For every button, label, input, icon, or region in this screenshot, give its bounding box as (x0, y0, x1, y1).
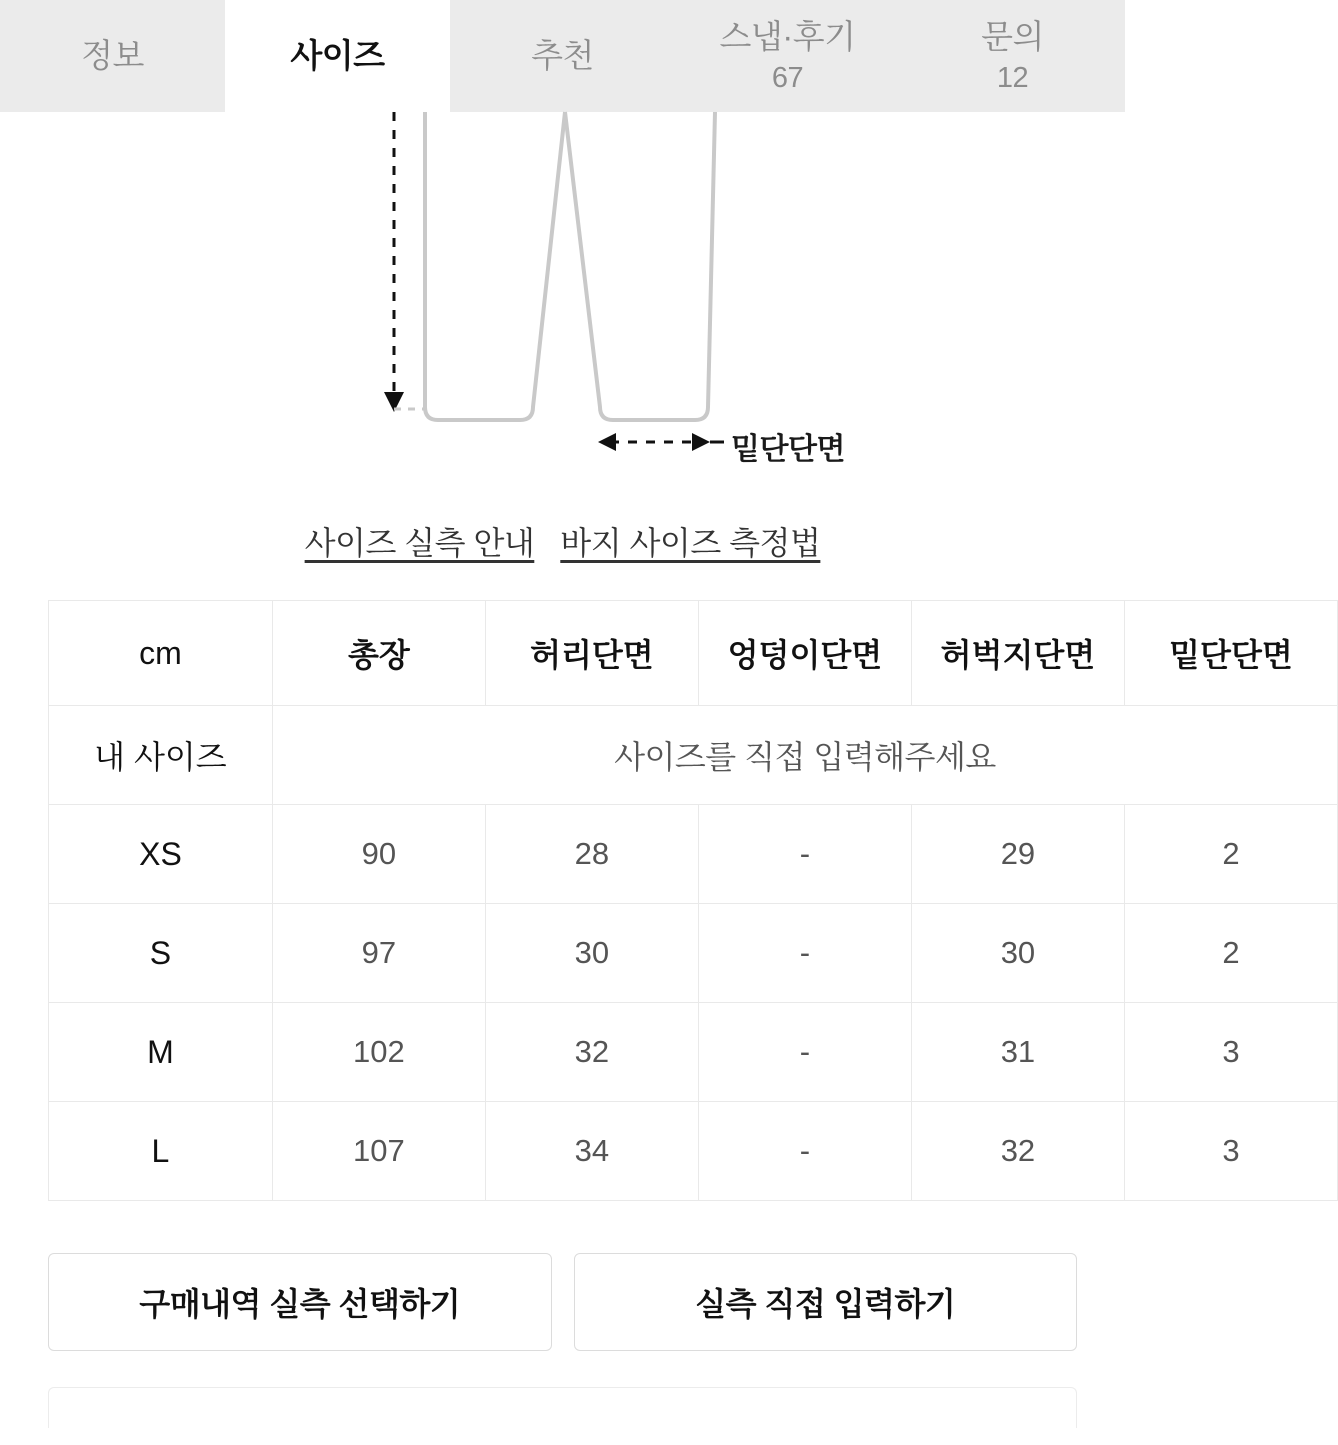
tab-info[interactable] (0, 0, 225, 112)
tab-snap-review[interactable] (675, 0, 900, 112)
header-unit: cm (49, 601, 273, 706)
cell-l-thigh-width: 32 (911, 1102, 1124, 1201)
product-tabbar (0, 0, 1125, 112)
cell-xs-waist-width: 28 (485, 805, 698, 904)
row-label-l: L (49, 1102, 273, 1201)
header-total-length: 총장 (272, 601, 485, 706)
guide-link-pants-measure-method[interactable]: 바지 사이즈 측정법 (560, 525, 821, 561)
row-label-s: S (49, 904, 273, 1003)
cell-l-total-length: 107 (272, 1102, 485, 1201)
size-guide-links (0, 482, 1125, 600)
cell-m-total-length: 102 (272, 1003, 485, 1102)
tab-recommend[interactable] (450, 0, 675, 112)
row-label-my-size: 내 사이즈 (49, 706, 273, 805)
table-row-my-size[interactable] (49, 706, 1338, 805)
row-label-m: M (49, 1003, 273, 1102)
table-header-row (49, 601, 1338, 706)
cell-m-hem-width: 3 (1124, 1003, 1337, 1102)
cell-m-waist-width: 32 (485, 1003, 698, 1102)
size-table-body (49, 706, 1338, 1201)
table-row (49, 1102, 1338, 1201)
tab-snap-review-count: 67 (771, 61, 804, 94)
table-row (49, 805, 1338, 904)
tab-inquiry[interactable] (900, 0, 1125, 112)
my-size-input-prompt[interactable]: 사이즈를 직접 입력해주세요 (272, 706, 1337, 805)
tab-inquiry-label: 문의 (981, 18, 1044, 56)
select-purchase-measurement-button[interactable]: 구매내역 실측 선택하기 (48, 1253, 552, 1351)
cell-l-hem-width: 3 (1124, 1102, 1337, 1201)
cell-xs-hip-width: - (698, 805, 911, 904)
cell-s-hem-width: 2 (1124, 904, 1337, 1003)
tab-info-label: 정보 (81, 37, 144, 75)
table-row (49, 1003, 1338, 1102)
tab-recommend-label: 추천 (531, 37, 594, 75)
header-thigh-width: 허벅지단면 (911, 601, 1124, 706)
pants-measurement-illustration (0, 112, 1125, 482)
header-waist-width: 허리단면 (485, 601, 698, 706)
cell-xs-thigh-width: 29 (911, 805, 1124, 904)
row-label-xs: XS (49, 805, 273, 904)
header-hem-width: 밑단단면 (1124, 601, 1337, 706)
cell-s-hip-width: - (698, 904, 911, 1003)
hem-width-label: 밑단단면 (731, 433, 845, 466)
size-table-wrapper[interactable] (48, 600, 1293, 1201)
size-table (48, 600, 1338, 1201)
size-action-buttons (0, 1201, 1125, 1351)
cell-l-hip-width: - (698, 1102, 911, 1201)
table-row (49, 904, 1338, 1003)
tab-snap-review-label: 스냅·후기 (719, 18, 856, 56)
header-hip-width: 엉덩이단면 (698, 601, 911, 706)
next-section-card (48, 1387, 1077, 1428)
guide-link-size-measure-info[interactable]: 사이즈 실측 안내 (304, 525, 535, 561)
enter-measurement-manually-button[interactable]: 실측 직접 입력하기 (574, 1253, 1078, 1351)
cell-m-hip-width: - (698, 1003, 911, 1102)
cell-s-waist-width: 30 (485, 904, 698, 1003)
cell-xs-total-length: 90 (272, 805, 485, 904)
cell-s-total-length: 97 (272, 904, 485, 1003)
cell-l-waist-width: 34 (485, 1102, 698, 1201)
size-table-head (49, 601, 1338, 706)
cell-s-thigh-width: 30 (911, 904, 1124, 1003)
cell-m-thigh-width: 31 (911, 1003, 1124, 1102)
cell-xs-hem-width: 2 (1124, 805, 1337, 904)
tab-size[interactable] (225, 0, 450, 112)
tab-size-label: 사이즈 (290, 37, 385, 75)
tab-inquiry-count: 12 (996, 61, 1029, 94)
